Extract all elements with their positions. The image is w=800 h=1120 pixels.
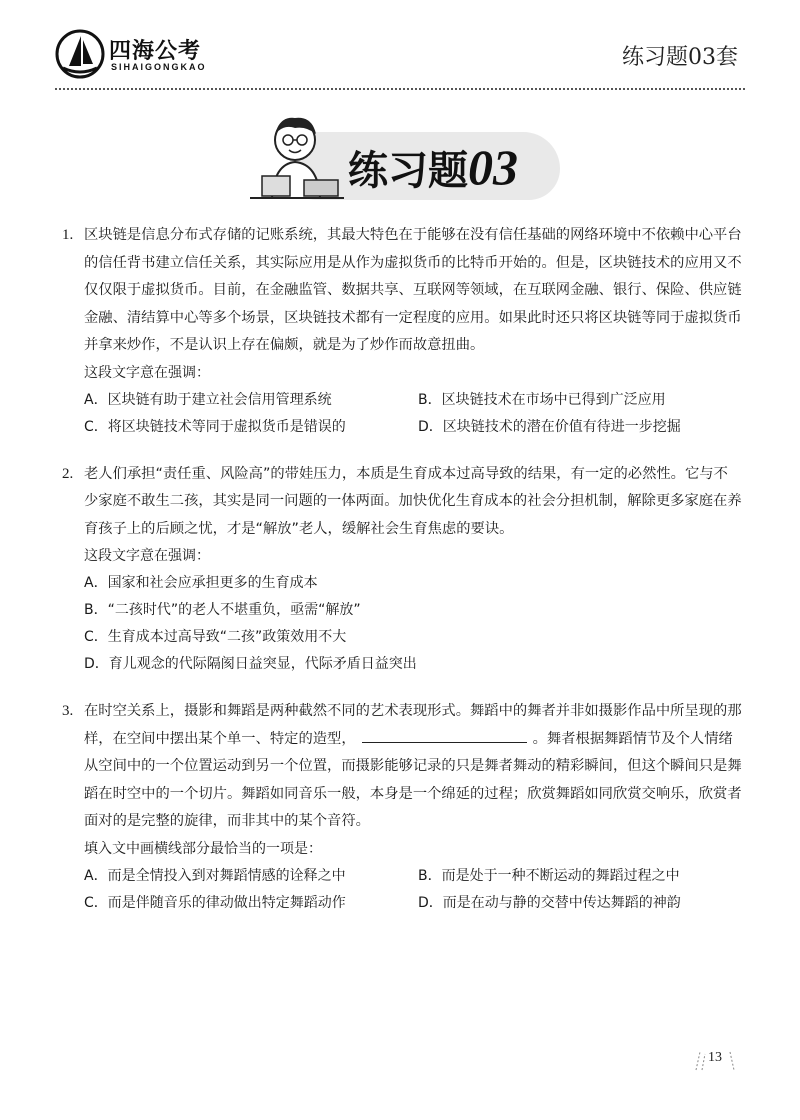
option-a[interactable]: A．区块链有助于建立社会信用管理系统 bbox=[84, 391, 332, 408]
question-list bbox=[62, 222, 742, 937]
question-prompt: 这段文字意在强调： bbox=[84, 548, 210, 564]
question-number: 2. bbox=[62, 465, 74, 482]
page-number: 13 bbox=[708, 1050, 722, 1065]
brand-subtitle: SIHAIGONGKAO bbox=[111, 62, 207, 72]
brand-logo bbox=[55, 28, 205, 80]
question-number: 1. bbox=[62, 227, 74, 243]
option-b[interactable]: B．区块链技术在市场中已得到广泛应用 bbox=[418, 391, 666, 408]
option-c[interactable]: C．生育成本过高导致“二孩”政策效用不大 bbox=[84, 629, 347, 645]
option-c[interactable]: C．而是伴随音乐的律动做出特定舞蹈动作 bbox=[84, 894, 346, 911]
option-a[interactable]: A．国家和社会应承担更多的生育成本 bbox=[84, 575, 318, 591]
question-prompt: 这段文字意在强调： bbox=[84, 364, 210, 381]
answer-options bbox=[62, 387, 742, 441]
question-2 bbox=[62, 461, 742, 679]
option-b[interactable]: B．“二孩时代”的老人不堪重负，亟需“解放” bbox=[84, 602, 361, 618]
question-stem bbox=[84, 698, 742, 836]
stem-after-blank: 。舞者根据舞蹈情节及个人情绪从空间中的一个位置运动到另一个位置，而摄影能够记录的只是舞者舞动的精彩瞬间，但这个瞬间只是舞蹈在时空中的一个切片。舞蹈如同音乐一般，本身是一个绵延的过程；欣赏舞蹈如同欣赏交响乐，欣赏者面对的是完整的旋律，而非其中的某个音符。 bbox=[84, 730, 742, 829]
banner-title-number: 03 bbox=[468, 139, 518, 195]
banner-title-text: 练习题 bbox=[348, 147, 468, 194]
option-c[interactable]: C．将区块链技术等同于虚拟货币是错误的 bbox=[84, 418, 346, 435]
question-3 bbox=[62, 698, 742, 917]
option-a[interactable]: A．而是全情投入到对舞蹈情感的诠释之中 bbox=[84, 867, 346, 884]
page-header bbox=[0, 0, 800, 100]
option-b[interactable]: B．而是处于一种不断运动的舞蹈过程之中 bbox=[418, 867, 680, 884]
question-stem: 老人们承担“责任重、风险高”的带娃压力，本质是生育成本过高导致的结果，有一定的必然性。它与不少家庭不敢生二孩，其实是同一问题的一体两面。加快优化生育成本的社会分担机制，解除更多家庭在养育孩子上的后顾之忧，才是“解放”老人，缓解社会生育焦虑的要诀。 bbox=[84, 465, 742, 537]
question-stem: 区块链是信息分布式存储的记账系统，其最大特色在于能够在没有信任基础的网络环境中不依赖中心平台的信任背书建立信任关系，其实际应用是从作为虚拟货币的比特币开始的。但是，区块链技术的应用又不仅仅限于虚拟货币。目前，在金融监管、数据共享、互联网等领域，在互联网金融、银行、保险、供应链金融、清结算中心等多个场景，区块链技术都有一定程度的应用。如果此时还只将区块链等同于虚拟货币并拿来炒作，不是认识上存在偏颇，就是为了炒作而故意扭曲。 bbox=[84, 227, 742, 353]
brand-name: 四海公考 bbox=[109, 39, 202, 64]
banner-title bbox=[348, 138, 518, 196]
stem-before-blank: 在时空关系上，摄影和舞蹈是两种截然不同的艺术表现形式。舞蹈中的舞者并非如摄影作品中所呈现的那样，在空间中摆出某个单一、特定的造型， bbox=[84, 703, 742, 747]
question-prompt: 填入文中画横线部分最恰当的一项是： bbox=[84, 840, 322, 857]
option-d[interactable]: D．育儿观念的代际隔阂日益突显，代际矛盾日益突出 bbox=[84, 656, 417, 672]
set-label: 练习题03套 bbox=[622, 45, 738, 70]
sailboat-logo-icon bbox=[55, 28, 105, 80]
option-d[interactable]: D．区块链技术的潜在价值有待进一步挖掘 bbox=[418, 418, 681, 435]
question-number: 3. bbox=[62, 703, 74, 719]
cartoon-teacher-illustration bbox=[240, 110, 350, 202]
question-1 bbox=[62, 222, 742, 441]
answer-options bbox=[62, 570, 742, 678]
fill-in-blank[interactable] bbox=[362, 728, 527, 743]
option-d[interactable]: D．而是在动与静的交替中传达舞蹈的神韵 bbox=[418, 894, 681, 911]
header-divider bbox=[55, 88, 745, 90]
answer-options bbox=[62, 863, 742, 917]
title-banner bbox=[230, 110, 550, 210]
